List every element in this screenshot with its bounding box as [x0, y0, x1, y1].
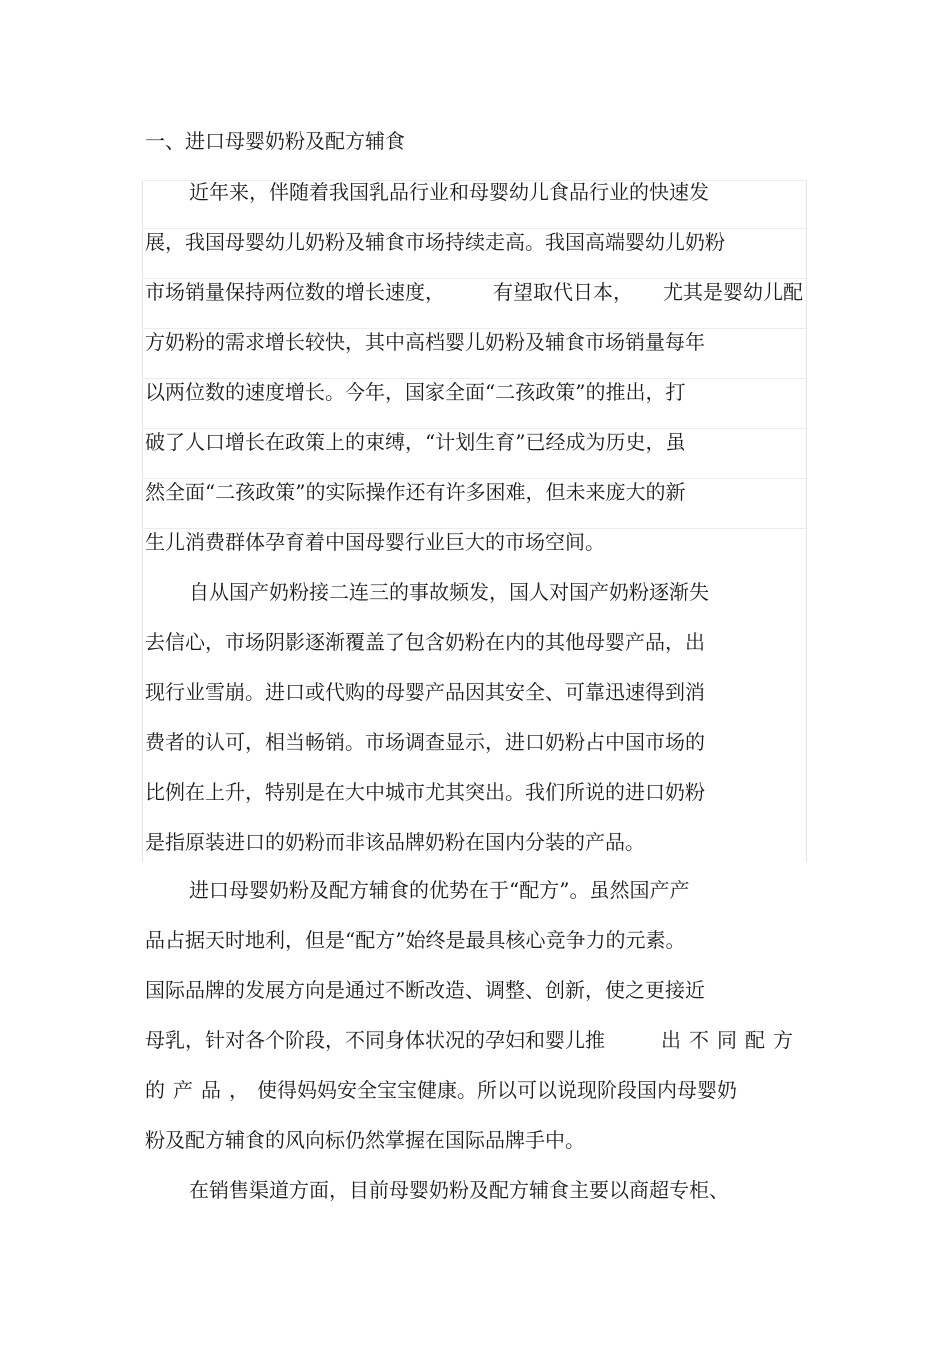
- paragraph-2-line-4: 费者的认可，相当畅销。市场调查显示，进口奶粉占中国市场的: [145, 730, 705, 754]
- paragraph-1-line-2: 展，我国母婴幼儿奶粉及辅食市场持续走高。我国高端婴幼儿奶粉: [145, 230, 725, 254]
- paragraph-3-line-3: 国际品牌的发展方向是通过不断改造、调整、创新，使之更接近: [145, 978, 705, 1002]
- paragraph-1-line-7: 然全面“二孩政策”的实际操作还有许多困难，但未来庞大的新: [145, 480, 686, 504]
- frame-line-left: [142, 180, 143, 862]
- paragraph-4-line-1: 在销售渠道方面，目前母婴奶粉及配方辅食主要以商超专柜、: [189, 1178, 729, 1202]
- paragraph-3-line-1: 进口母婴奶粉及配方辅食的优势在于“配方”。虽然国产产: [189, 878, 690, 902]
- line-segment: 有望取代日本，: [493, 280, 633, 304]
- frame-line-right: [806, 180, 807, 862]
- paragraph-2-line-3: 现行业雪崩。进口或代购的母婴产品因其安全、可靠迅速得到消: [145, 680, 705, 704]
- paragraph-2-line-5: 比例在上升，特别是在大中城市尤其突出。我们所说的进口奶粉: [145, 780, 705, 804]
- paragraph-1-line-6: 破了人口增长在政策上的束缚，“计划生育”已经成为历史，虽: [145, 430, 686, 454]
- line-segment: 出不同配方: [661, 1028, 801, 1052]
- line-segment: 母乳，针对各个阶段，不同身体状况的孕妇和婴儿推: [145, 1028, 605, 1052]
- paragraph-3-line-5: [145, 1076, 737, 1104]
- paragraph-3-line-4: [145, 1026, 801, 1054]
- paragraph-3-line-2: 品占据天时地利，但是“配方”始终是最具核心竞争力的元素。: [145, 928, 686, 952]
- line-segment: 的产品，: [145, 1078, 257, 1102]
- paragraph-2-line-6: 是指原装进口的奶粉而非该品牌奶粉在国内分装的产品。: [145, 830, 645, 854]
- line-segment: 使得妈妈安全宝宝健康。所以可以说现阶段国内母婴奶: [257, 1078, 737, 1102]
- paragraph-1-line-3: [145, 278, 803, 306]
- paragraph-2-line-1: 自从国产奶粉接二连三的事故频发，国人对国产奶粉逐渐失: [189, 580, 709, 604]
- paragraph-3-line-6: 粉及配方辅食的风向标仍然掌握在国际品牌手中。: [145, 1128, 585, 1152]
- paragraph-2-line-2: 去信心，市场阴影逐渐覆盖了包含奶粉在内的其他母婴产品，出: [145, 630, 705, 654]
- paragraph-1-line-8: 生儿消费群体孕育着中国母婴行业巨大的市场空间。: [145, 530, 605, 554]
- line-segment: 尤其是婴幼儿配: [663, 280, 803, 304]
- section-heading: 一、进口母婴奶粉及配方辅食: [145, 129, 405, 153]
- paragraph-1-line-1: 近年来，伴随着我国乳品行业和母婴幼儿食品行业的快速发: [189, 180, 709, 204]
- paragraph-1-line-5: 以两位数的速度增长。今年，国家全面“二孩政策”的推出，打: [145, 380, 686, 404]
- paragraph-1-line-4: 方奶粉的需求增长较快，其中高档婴儿奶粉及辅食市场销量每年: [145, 330, 705, 354]
- line-segment: 市场销量保持两位数的增长速度，: [145, 280, 445, 304]
